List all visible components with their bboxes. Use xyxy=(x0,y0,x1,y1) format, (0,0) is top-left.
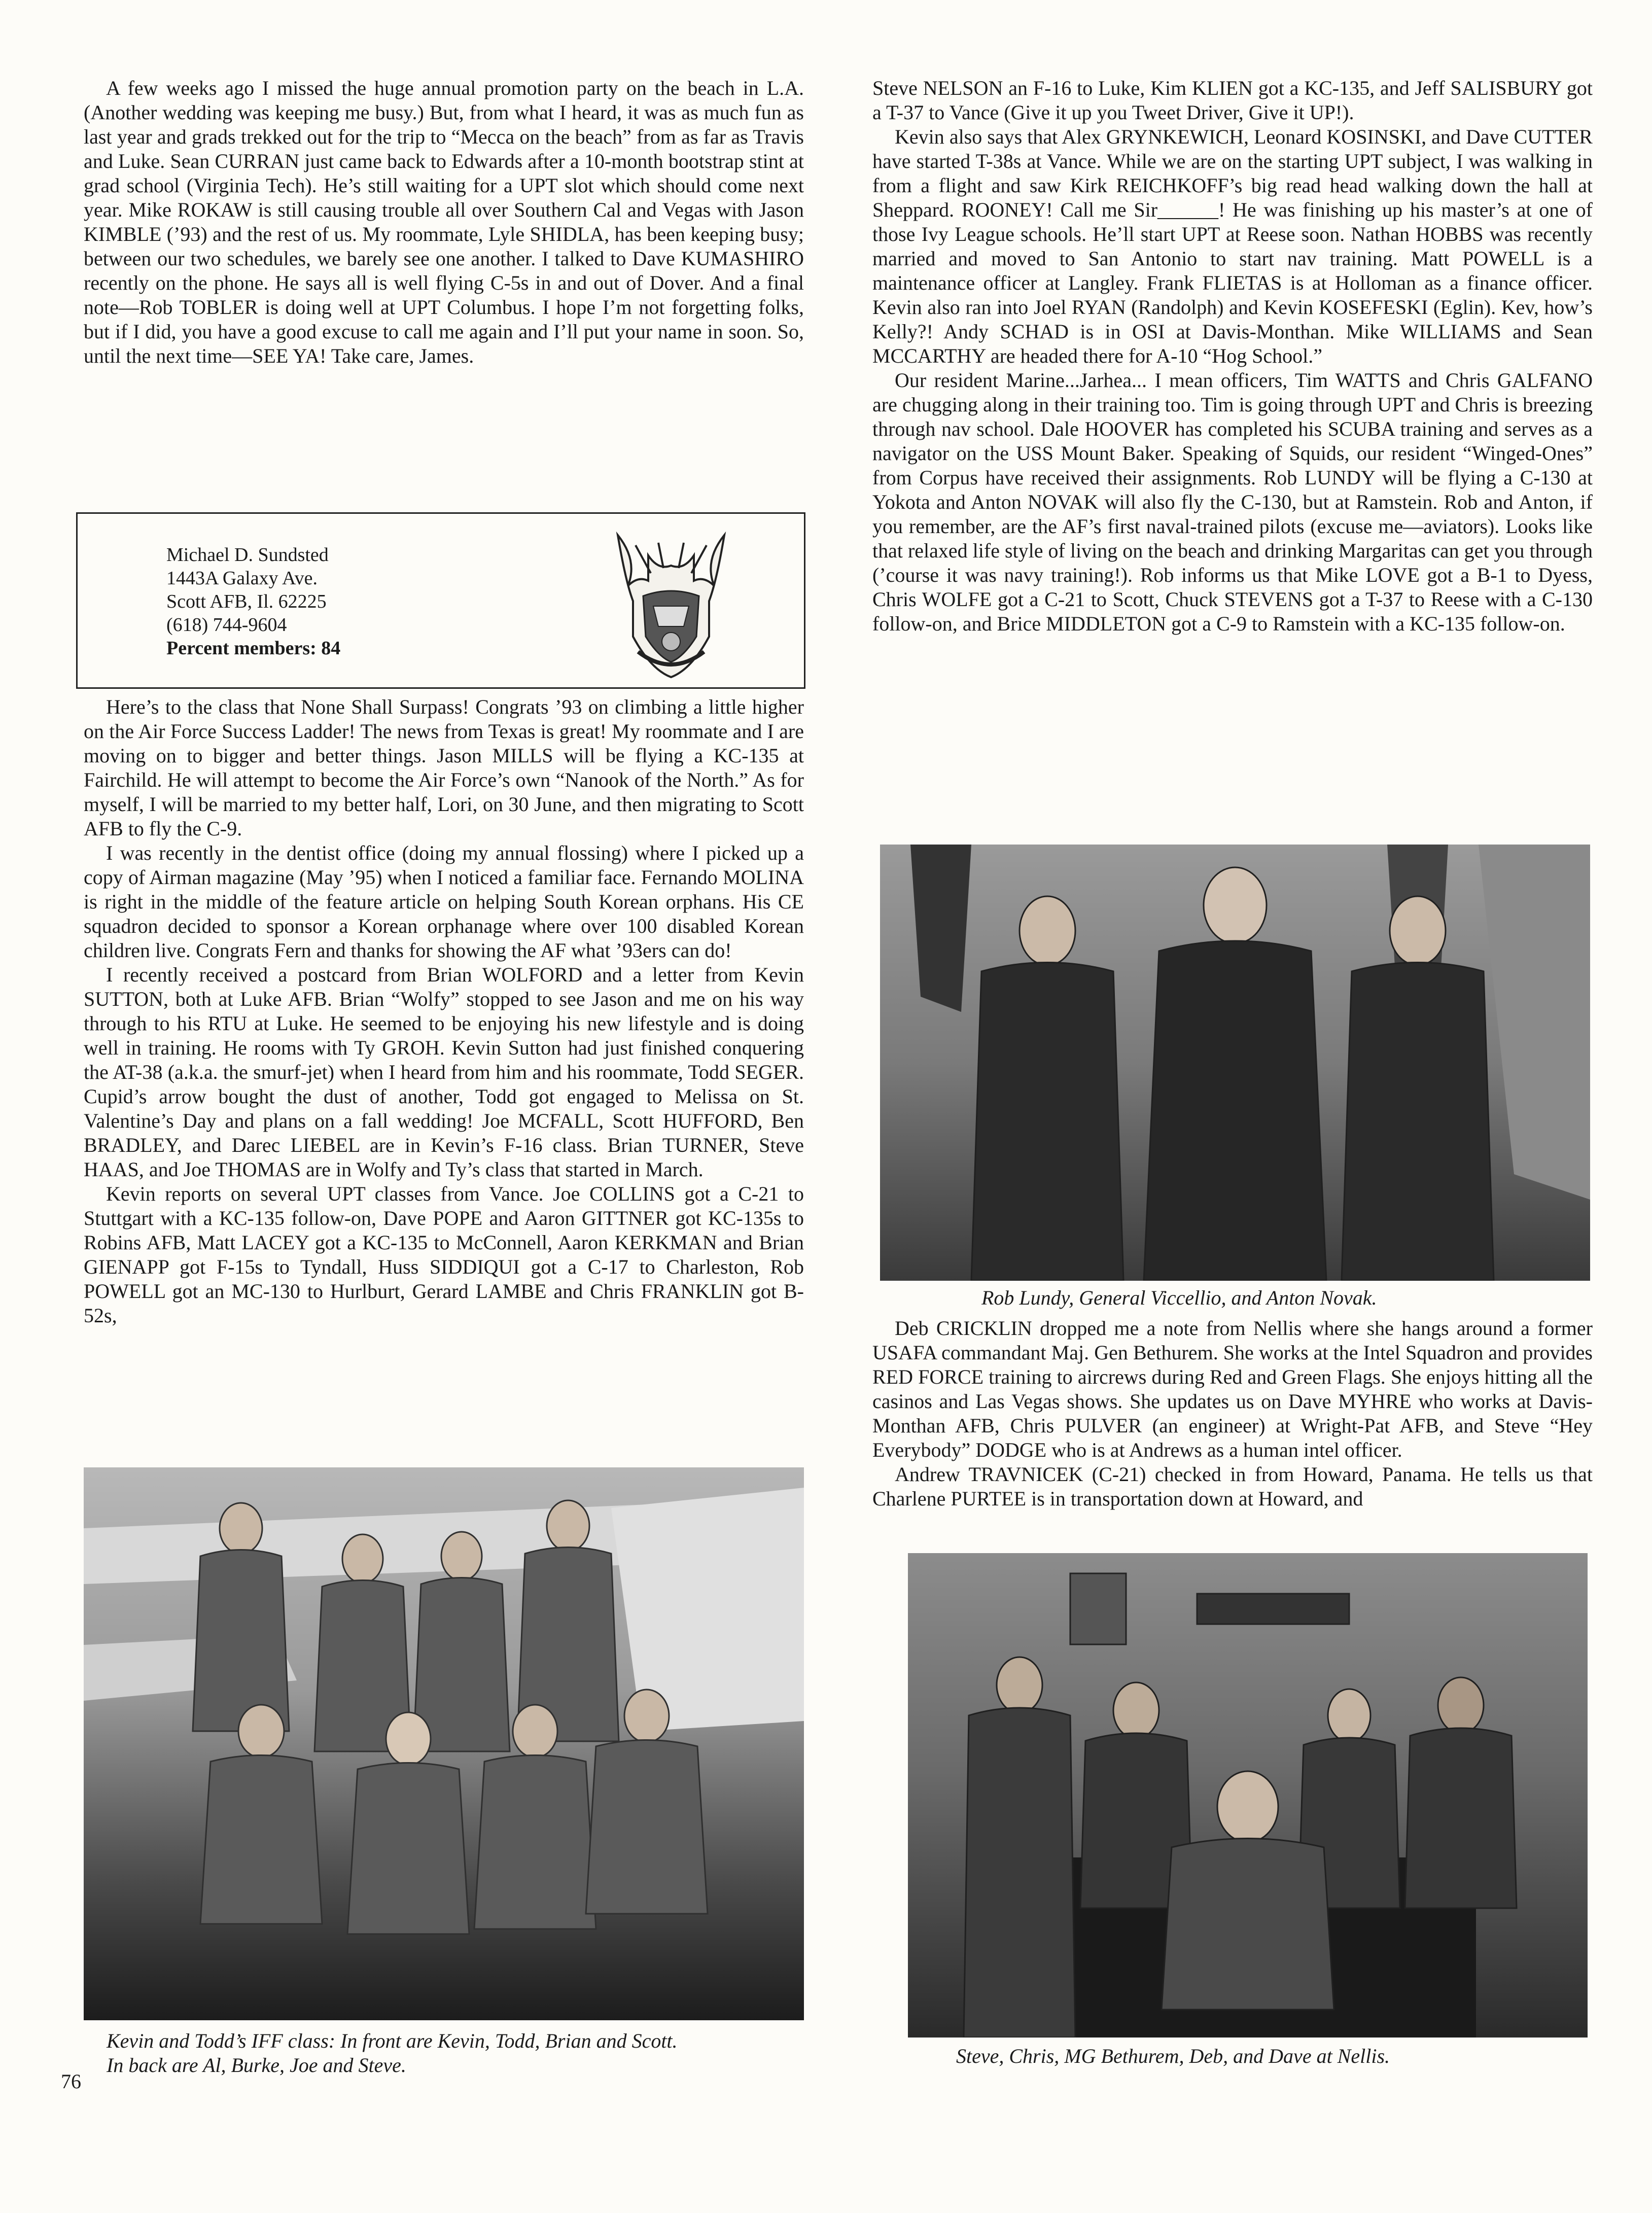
nellis-photo-caption: Steve, Chris, MG Bethurem, Deb, and Dave at Nellis. xyxy=(956,2045,1390,2067)
article-paragraph: Andrew TRAVNICEK (C-21) checked in from Howard, Panama. He tells us that Charlene PURTEE is in transportation down at Howard, and xyxy=(872,1463,1593,1510)
nellis-group-figures xyxy=(908,1553,1588,2038)
class-crest-icon xyxy=(608,525,734,682)
article-paragraph: Our resident Marine...Jarhea... I mean officers, Tim WATTS and Chris GALFANO are chugging along in their training too. Tim is going through UPT and Chris is breezing through nav school. Dale HOOVER has completed his SCUBA training and serves as a navigator on the USS Mount Baker. Speaking of Squids, our resident “Winged-Ones” from Corpus have received their assignments. Rob LUNDY will be flying a C-130 at Yokota and Anton NOVAK will also fly the C-130, but at Ramstein. Rob and Anton, if you remember, are the AF’s first naval-trained pilots (excuse me—aviators). Looks like that relaxed life style of living on the beach and drinking Margaritas can get you through (’course it was navy training!). Rob informs us that Mike LOVE got a B-1 to Dyess, Chris WOLFE got a C-21 to Scott, Chuck STEVENS got a T-37 to Reese with a C-130 follow-on, and Brice MIDDLETON got a C-9 to Ramstein with a KC-135 follow-on. xyxy=(872,369,1593,635)
lundy-photo-caption: Rob Lundy, General Viccellio, and Anton Novak. xyxy=(981,1286,1377,1309)
correspondent-name: Michael D. Sundsted xyxy=(166,544,329,566)
address-city: Scott AFB, Il. 62225 xyxy=(166,591,327,612)
iff-class-photo-figures xyxy=(84,1467,804,2020)
right-column-middle xyxy=(872,1316,1593,1511)
left-column-top xyxy=(84,76,804,368)
address-street: 1443A Galaxy Ave. xyxy=(166,568,318,589)
percent-members: Percent members: 84 xyxy=(166,638,341,659)
iff-class-photo xyxy=(84,1467,804,2020)
article-paragraph: Kevin also says that Alex GRYNKEWICH, Leonard KOSINSKI, and Dave CUTTER have started T-38s at Vance. While we are on the starting UPT subject, I was walking in from a flight and saw Kirk REICHKOFF’s big read head walking down the hall at Sheppard. ROONEY! Call me Sir______! He was finishing up his master’s at one of those Ivy League schools. He’ll start UPT at Reese soon. Nathan HOBBS was recently married and moved to San Antonio to start nav training. Matt POWELL is a maintenance officer at Langley. Frank FLIETAS is at Holloman as a finance officer. Kevin also ran into Joel RYAN (Randolph) and Kevin KOSEFESKI (Eglin). Kev, how’s Kelly?! Andy SCHAD is in OSI at Davis-Monthan. Mike WILLIAMS and Sean MCCARTHY are headed there for A-10 “Hog School.” xyxy=(872,125,1593,367)
nellis-group-photo xyxy=(908,1553,1588,2038)
left-column-bottom xyxy=(84,695,804,1328)
address-lines xyxy=(166,543,340,660)
article-paragraph: Here’s to the class that None Shall Surpass! Congrats ’93 on climbing a little higher on the Air Force Success Ladder! The news from Texas is great! My roommate and I are moving on to bigger and better things. Jason MILLS will be flying a KC-135 at Fairchild. He will attempt to become the Air Force’s own “Nanook of the North.” As for myself, I will be married to my better half, Lori, on 30 June, and then migrating to Scott AFB to fly the C-9. xyxy=(84,695,804,840)
article-paragraph: I was recently in the dentist office (doing my annual flossing) where I picked up a copy of Airman magazine (May ’95) when I noticed a familiar face. Fernando MOLINA is right in the middle of the feature article on helping South Korean orphans. His CE squadron decided to sponsor a Korean orphanage where over 100 disabled Korean children live. Congrats Fern and thanks for showing the AF what ’93ers can do! xyxy=(84,841,804,962)
article-paragraph: Steve NELSON an F-16 to Luke, Kim KLIEN got a KC-135, and Jeff SALISBURY got a T-37 to Vance (Give it up you Tweet Driver, Give it UP!). xyxy=(872,77,1593,124)
article-paragraph: I recently received a postcard from Brian WOLFORD and a letter from Kevin SUTTON, both at Luke AFB. Brian “Wolfy” stopped to see Jason and me on his way through to his RTU at Luke. He seemed to be enjoying his new lifestyle and is doing well in training. He rooms with Ty GROH. Kevin Sutton had just finished conquering the AT-38 (a.k.a. the smurf-jet) when I heard from him and his roommate, Todd SEGER. Cupid’s arrow bought the dust of another, Todd got engaged to Melissa on St. Valentine’s Day and plans on a fall wedding! Joe MCFALL, Scott HUFFORD, Ben BRADLEY, and Darec LIEBEL are in Kevin’s F-16 class. Brian TURNER, Steve HAAS, and Joe THOMAS are in Wolfy and Ty’s class that started in March. xyxy=(84,963,804,1181)
iff-class-photo-caption xyxy=(107,2029,806,2078)
caption-line: In back are Al, Burke, Joe and Steve. xyxy=(107,2054,406,2077)
article-paragraph: A few weeks ago I missed the huge annual promotion party on the beach in L.A. (Another wedding was keeping me busy.) But, from what I heard, it was as much fun as last year and grads trekked out for the trip to “Mecca on the beach” from as far as Travis and Luke. Sean CURRAN just came back to Edwards after a 10-month bootstrap stint at grad school (Virginia Tech). He’s still waiting for a UPT slot which should come next year. Mike ROKAW is still causing trouble all over Southern Cal and Vegas with Jason KIMBLE (’93) and the rest of us. My roommate, Lyle SHIDLA, has been keeping busy; between our two schedules, we barely see one another. I talked to Dave KUMASHIRO recently on the phone. He says all is well flying C-5s in and out of Dover. And a final note—Rob TOBLER is doing well at UPT Columbus. I hope I’m not forgetting folks, but if I did, you have a good excuse to call me again and I’ll put your name in soon. So, until the next time—SEE YA! Take care, James. xyxy=(84,77,804,367)
lundy-viccellio-novak-figures xyxy=(880,845,1590,1281)
right-column-top xyxy=(872,76,1593,636)
lundy-viccellio-novak-photo xyxy=(880,845,1590,1281)
page-number: 76 xyxy=(61,2070,81,2093)
address-phone: (618) 744-9604 xyxy=(166,614,287,636)
caption-line: Kevin and Todd’s IFF class: In front are Kevin, Todd, Brian and Scott. xyxy=(107,2029,678,2052)
correspondent-address-box xyxy=(76,512,805,689)
article-paragraph: Deb CRICKLIN dropped me a note from Nellis where she hangs around a former USAFA commandant Maj. Gen Bethurem. She works at the Intel Squadron and provides RED FORCE training to aircrews during Red and Green Flags. She enjoys hitting all the casinos and Las Vegas shows. She updates us on Dave MYHRE who works at Davis-Monthan AFB, Chris PULVER (an engineer) at Wright-Pat AFB, and Steve “Hey Everybody” DODGE who is at Andrews as a human intel officer. xyxy=(872,1317,1593,1461)
article-paragraph: Kevin reports on several UPT classes from Vance. Joe COLLINS got a C-21 to Stuttgart with a KC-135 follow-on, Dave POPE and Aaron GITTNER got KC-135s to Robins AFB, Matt LACEY got a KC-135 to McConnell, Aaron KERKMAN and Brian GIENAPP got F-15s to Tyndall, Huss SIDDIQUI got a C-17 to Charleston, Rob POWELL got an MC-130 to Hurlburt, Gerard LAMBE and Chris FRANKLIN got B-52s, xyxy=(84,1182,804,1327)
